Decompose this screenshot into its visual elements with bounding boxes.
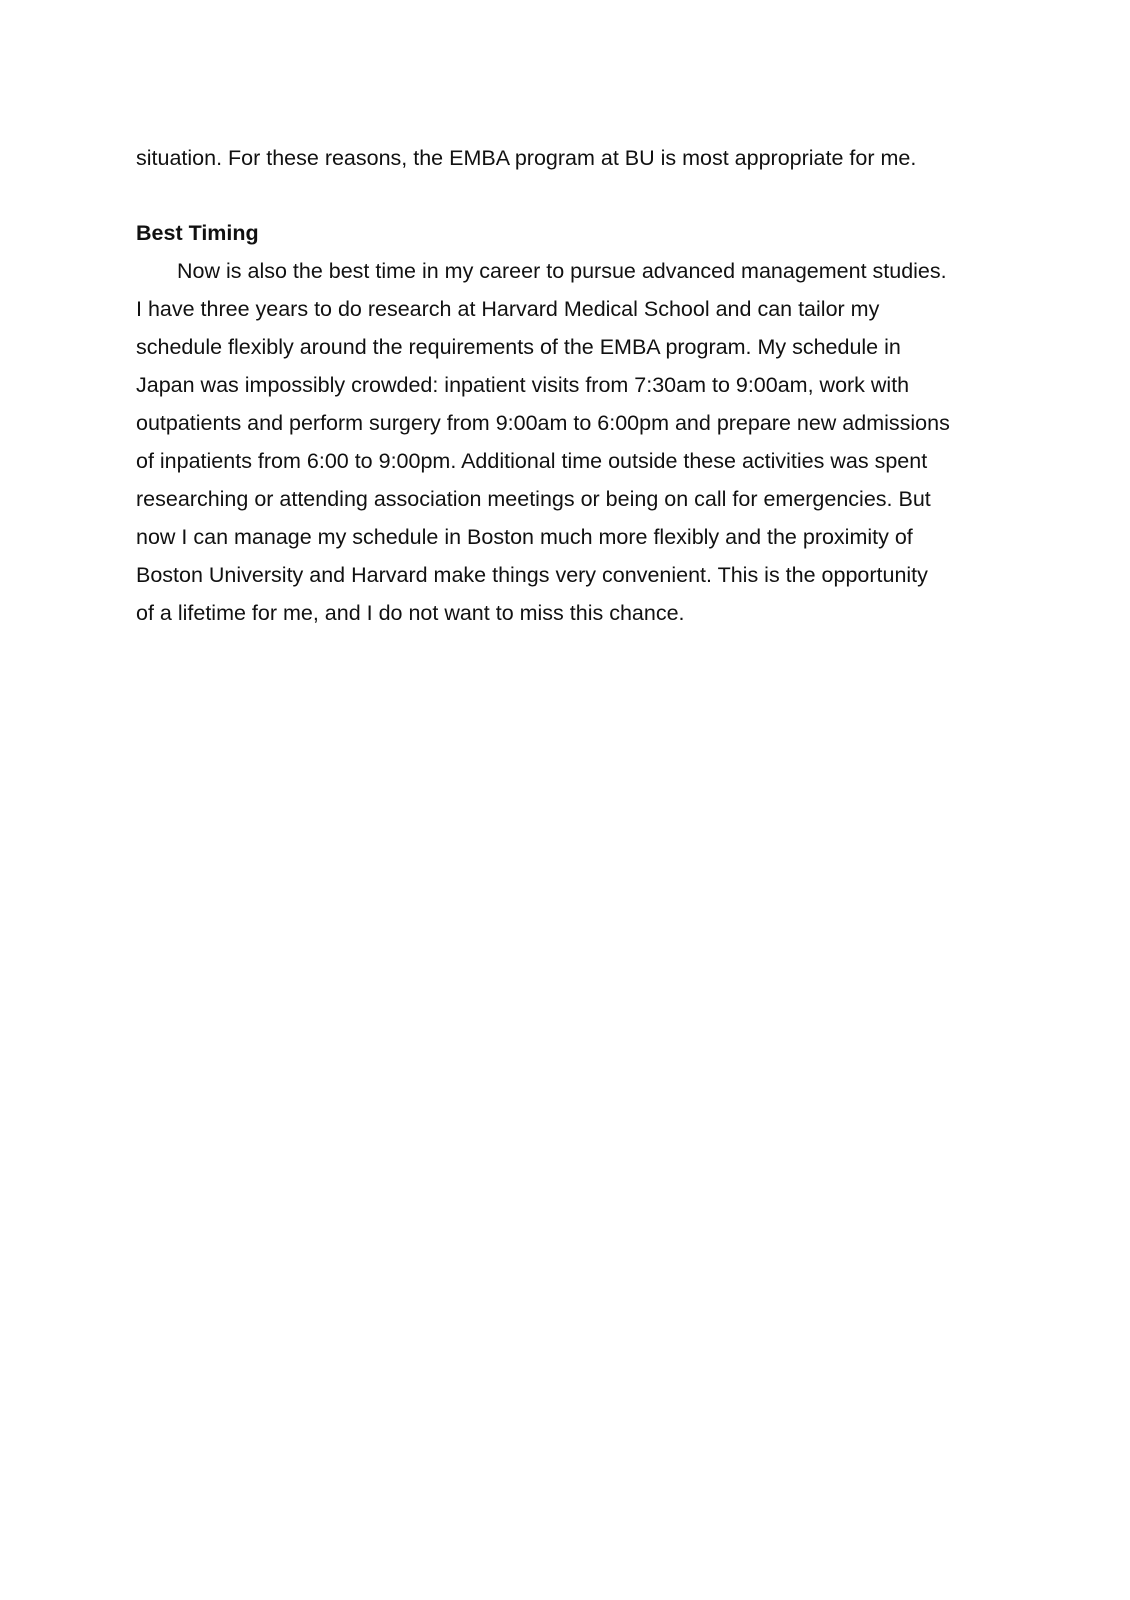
- continuation-text: situation. For these reasons, the EMBA program at BU is most appropriate for me.: [136, 146, 917, 170]
- paragraph-line: schedule flexibly around the requirements of the EMBA program. My schedule in: [136, 335, 901, 359]
- paragraph-line: of inpatients from 6:00 to 9:00pm. Additional time outside these activities was spent: [136, 449, 928, 473]
- paragraph-line: Japan was impossibly crowded: inpatient visits from 7:30am to 9:00am, work with: [136, 373, 910, 397]
- body-paragraph: [136, 252, 1016, 632]
- section-heading: Best Timing: [136, 221, 259, 245]
- paragraph-line: now I can manage my schedule in Boston much more flexibly and the proximity of: [136, 525, 913, 549]
- paragraph-line: researching or attending association meetings or being on call for emergencies. But: [136, 487, 931, 511]
- paragraph-line: I have three years to do research at Harvard Medical School and can tailor my: [136, 297, 880, 321]
- paragraph-line: Now is also the best time in my career to pursue advanced management studies.: [177, 259, 947, 283]
- paragraph-line: Boston University and Harvard make things very convenient. This is the opportunity: [136, 563, 928, 587]
- paragraph-line: of a lifetime for me, and I do not want to miss this chance.: [136, 601, 685, 625]
- paragraph-line: outpatients and perform surgery from 9:00am to 6:00pm and prepare new admissions: [136, 411, 950, 435]
